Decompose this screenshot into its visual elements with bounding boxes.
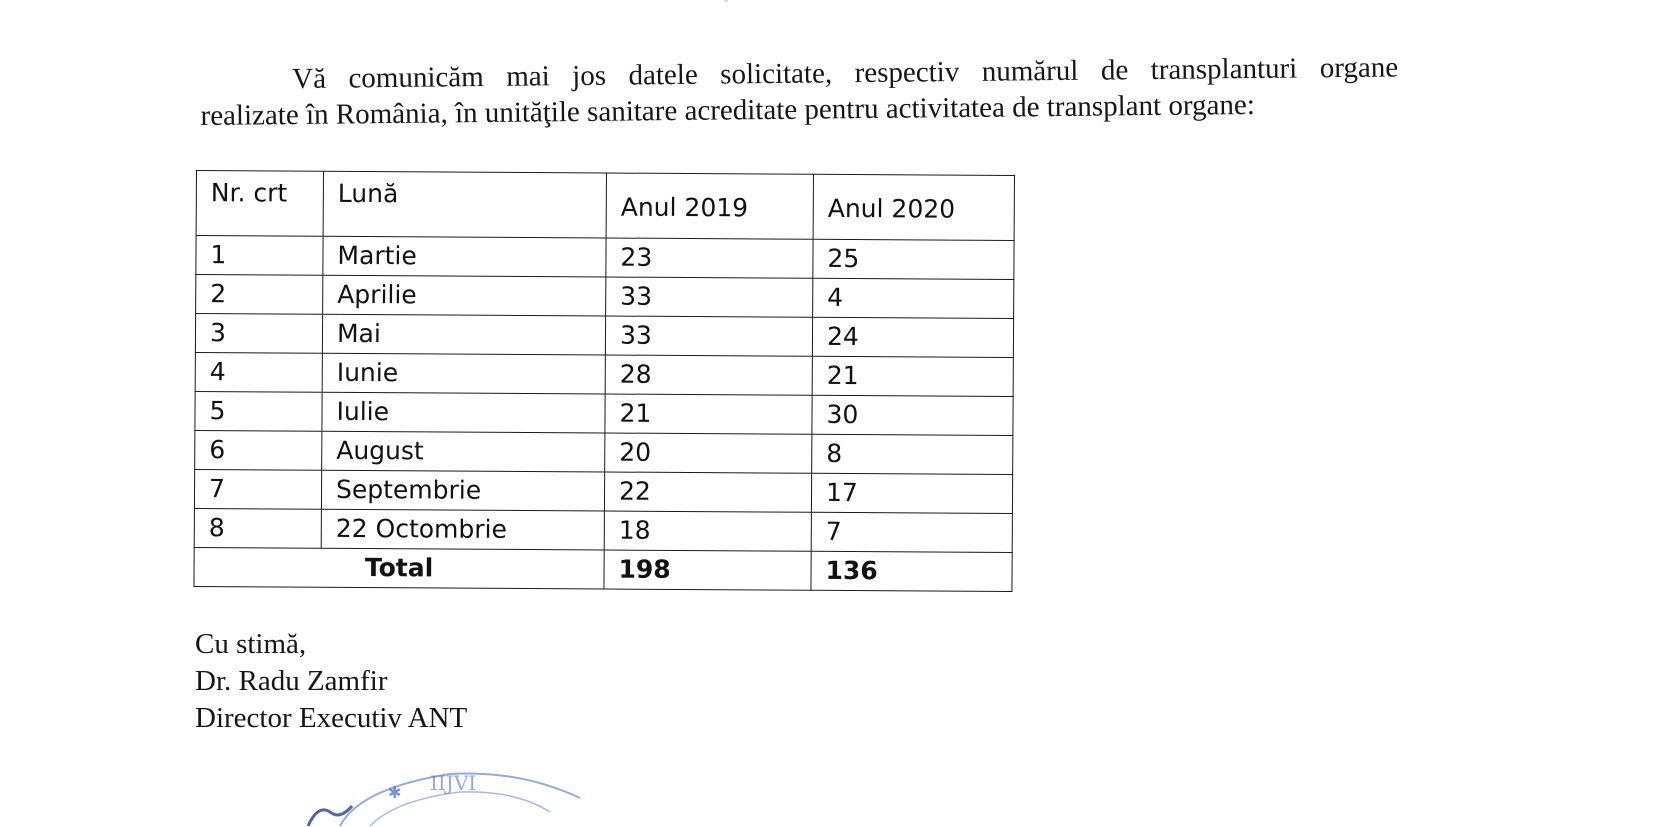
cell-luna: Martie bbox=[323, 236, 606, 277]
cell-luna: Septembrie bbox=[321, 470, 604, 511]
cell-2019: 33 bbox=[605, 316, 812, 356]
official-stamp bbox=[300, 768, 600, 827]
cell-2020: 17 bbox=[811, 473, 1012, 513]
total-2019: 198 bbox=[604, 550, 811, 590]
header-nr-crt: Nr. crt bbox=[196, 171, 323, 237]
transplant-table bbox=[193, 170, 1015, 592]
header-anul-2020: Anul 2020 bbox=[813, 174, 1014, 240]
table-row bbox=[194, 469, 1012, 513]
signatory-name: Dr. Radu Zamfir bbox=[195, 665, 388, 697]
table-header-row bbox=[196, 171, 1014, 241]
signatory-title: Director Executiv ANT bbox=[195, 702, 468, 734]
stamp-seal-graphic bbox=[300, 768, 600, 827]
cell-luna: Iunie bbox=[322, 353, 605, 394]
cell-luna: August bbox=[322, 431, 605, 472]
total-label: Total bbox=[194, 547, 604, 589]
stamp-text: IIJVI bbox=[430, 771, 477, 795]
intro-line-2: realizate în România, în unităţile sanitare acreditate pentru activitatea de transplant organe: bbox=[200, 88, 1255, 132]
table-row bbox=[195, 314, 1013, 358]
table-row bbox=[196, 236, 1014, 280]
cell-nr: 5 bbox=[195, 391, 322, 431]
table-row bbox=[195, 391, 1013, 435]
stamp-star-icon: ✱ bbox=[388, 783, 402, 802]
signature-stroke bbox=[308, 806, 352, 826]
cell-nr: 6 bbox=[195, 430, 322, 470]
cell-nr: 7 bbox=[194, 469, 321, 509]
total-2020: 136 bbox=[811, 551, 1012, 591]
cell-2019: 21 bbox=[605, 394, 812, 434]
table-row bbox=[195, 352, 1013, 396]
cell-luna: Mai bbox=[322, 314, 605, 355]
cell-nr: 3 bbox=[195, 314, 322, 354]
header-anul-2019: Anul 2019 bbox=[606, 173, 813, 239]
cell-2019: 18 bbox=[604, 511, 811, 551]
closing-greeting: Cu stimă, bbox=[195, 628, 307, 660]
table-row bbox=[195, 430, 1013, 474]
cell-luna: Aprilie bbox=[323, 275, 606, 316]
table-row bbox=[196, 275, 1014, 319]
cell-nr: 4 bbox=[195, 352, 322, 392]
cell-2019: 33 bbox=[606, 277, 813, 317]
cell-2019: 20 bbox=[605, 433, 812, 473]
table-row bbox=[194, 508, 1012, 552]
transplant-table-wrapper bbox=[193, 170, 1015, 592]
intro-paragraph bbox=[200, 49, 1401, 134]
cell-luna: 22 Octombrie bbox=[321, 509, 604, 550]
cell-2020: 25 bbox=[813, 239, 1014, 279]
cell-2019: 23 bbox=[606, 238, 813, 278]
cell-2020: 24 bbox=[812, 317, 1013, 357]
cell-luna: Iulie bbox=[322, 392, 605, 433]
scan-mark bbox=[724, 0, 728, 2]
cell-2020: 8 bbox=[812, 434, 1013, 474]
cell-2020: 30 bbox=[812, 395, 1013, 435]
cell-2020: 4 bbox=[813, 278, 1014, 318]
header-luna: Lună bbox=[323, 171, 606, 238]
cell-2019: 22 bbox=[604, 472, 811, 512]
closing-block bbox=[195, 626, 467, 737]
cell-2020: 7 bbox=[811, 512, 1012, 552]
table-total-row bbox=[194, 547, 1012, 591]
intro-line-1: Vă comunicăm mai jos datele solicitate, respectiv numărul de transplanturi organe bbox=[292, 51, 1399, 96]
cell-2020: 21 bbox=[812, 356, 1013, 396]
cell-nr: 2 bbox=[196, 275, 323, 315]
cell-2019: 28 bbox=[605, 355, 812, 395]
cell-nr: 8 bbox=[194, 508, 321, 548]
cell-nr: 1 bbox=[196, 236, 323, 276]
